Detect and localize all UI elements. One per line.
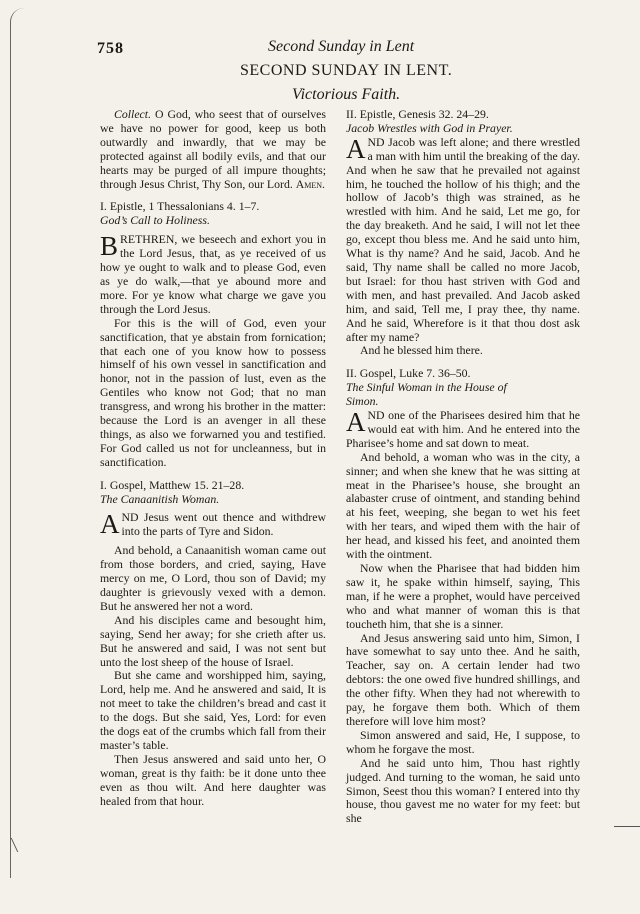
epistle-caption: God’s Call to Holiness. (100, 213, 210, 228)
drop-cap: A (346, 407, 366, 438)
epistle-paragraph-1: BRETHREN, we beseech and exhort you in the Lord Jesus, that, as ye received of us how ye ought to walk and to please God, even as ye do walk,—that ye abound more and more. For ye know what charge we gave you through the Lord Jesus. (100, 231, 326, 316)
epistle-paragraph-2: For this is the will of God, even your sanctification, that ye abstain from fornication; that each one of you know how to possess himself of his own vessel in sanctification and honor, not in the passion of lust, even as the Gentiles who know not God; that no man transgress, and wrong his brother in the matter: because the Lord is an avenger in all these things, as also we forwarned you and testified. For God called us not for uncleanness, but in sanctification. (100, 315, 326, 469)
collect-label: Collect. (114, 107, 152, 121)
gospel2-paragraph-2: And behold, a woman who was in the city, a sinner; and when she knew that he was sitting at meat in the Pharisee’s house, she brought an alabaster cruse of ointment, and standing behind at his feet, weeping, she began to wet his feet with her tears, and wiped them with the hair of her head, and kissed his feet, and anointed them with the ointment. (346, 449, 580, 562)
gospel2-paragraph-1: AND one of the Pharisees desired him that he would eat with him. And he entered into the Pharisee’s home and sat down to meat. (346, 407, 580, 450)
gospel2-caption-1: The Sinful Woman in the House of (346, 380, 507, 395)
right-column (346, 108, 580, 826)
epistle-heading: I. Epistle, 1 Thessalonians 4. 1–7. (100, 199, 260, 214)
collect (100, 108, 326, 191)
drop-cap: A (346, 133, 366, 164)
gospel2-heading: II. Gospel, Luke 7. 36–50. (346, 366, 471, 381)
gospel1-paragraph-3: And his disciples came and besought him, saying, Send her away; for she crieth after us. But he answered and said, I was not sent but unto the lost sheep of the house of Israel. (100, 612, 326, 669)
collect-text: O God, who seest that of ourselves we have no power for good, keep us both outwardly and inwardly, that we may be protected against all bodily evils, and that our hearts may be purged of all impure thoughts; through Jesus Christ, Thy Son, our Lord. (100, 107, 326, 191)
gospel1-caption: The Canaanitish Woman. (100, 491, 220, 506)
epistle2-heading: II. Epistle, Genesis 32. 24–29. (346, 107, 489, 121)
gospel2-paragraph-5: Simon answered and said, He, I suppose, to whom he forgave the most. (346, 727, 580, 756)
epistle2-paragraph-1: AND Jacob was left alone; and there wrestled a man with him until the breaking of the day. And when he saw that he prevailed not against him, he touched the hollow of his thigh; and the hollow of Jacob’s thigh was strained, as he wrestled with him. And he said, Let me go, for the day breaketh. And he said, I will not let thee go, except thou bless me. And he said unto him, What is thy name? And he said, Jacob. And he said, Thy name shall be called no more Jacob, but Israel: for thou hast striven with God and with men, and hast prevailed. And Jacob asked him, and said, Tell me, I pray thee, thy name. And he said, Wherefore is it that thou dost ask after my name? (346, 133, 580, 344)
page-edge-left (10, 8, 25, 878)
gospel1-paragraph-2: And behold, a Canaanitish woman came out from those borders, and cried, saying, Have mercy on me, O Lord, thou son of David; my daughter is grievously vexed with a demon. But he answered her not a word. (100, 543, 326, 613)
collect-amen: Amen. (295, 176, 325, 191)
section-subtitle: Victorious Faith. (292, 86, 401, 103)
page-number: 758 (97, 40, 124, 57)
gospel1-paragraph-5: Then Jesus answered and said unto her, O woman, great is thy faith: be it done unto thee even as thou wilt. And here daughter was healed from that hour. (100, 751, 326, 808)
gospel2-paragraph-4: And Jesus answering said unto him, Simon, I have somewhat to say unto thee. And he saith, Teacher, say on. A certain lender had two debtors: the one owed five hundred shillings, and the other fifty. When they had not wherewith to pay, he forgave them both. Which of them therefore will love him most? (346, 630, 580, 728)
gospel1-heading: I. Gospel, Matthew 15. 21–28. (100, 477, 245, 492)
running-head: Second Sunday in Lent (268, 38, 415, 55)
page-edge-right (614, 826, 640, 827)
epistle2-caption: Jacob Wrestles with God in Prayer. (346, 120, 513, 135)
gospel1-paragraph-1: AND Jesus went out thence and withdrew into the parts of Tyre and Sidon. (100, 509, 326, 540)
gospel2-paragraph-3: Now when the Pharisee that had bidden him saw it, he spake within himself, saying, This man, if he were a prophet, would have perceived who and what manner of woman this is that toucheth him, that she is a sinner. (346, 561, 580, 631)
gospel2-paragraph-6: And he said unto him, Thou hast rightly judged. And turning to the woman, he said unto Simon, Seest thou this woman? I entered into thy house, thou gavest me no water for my feet: but she (346, 755, 580, 826)
drop-cap: A (100, 509, 120, 540)
drop-cap: B (100, 231, 119, 262)
epistle2-paragraph-2: And he blessed him there. (360, 343, 483, 358)
gospel2-caption-2: Simon. (346, 394, 379, 409)
section-title: SECOND SUNDAY IN LENT. (240, 62, 453, 79)
gospel1-paragraph-4: But she came and worshipped him, saying, Lord, help me. And he answered and said, It is not meet to take the children’s bread and cast it to the dogs. But she said, Yes, Lord: for even the dogs eat of the crumbs which fall from their master’s table. (100, 668, 326, 752)
left-column (100, 108, 326, 809)
